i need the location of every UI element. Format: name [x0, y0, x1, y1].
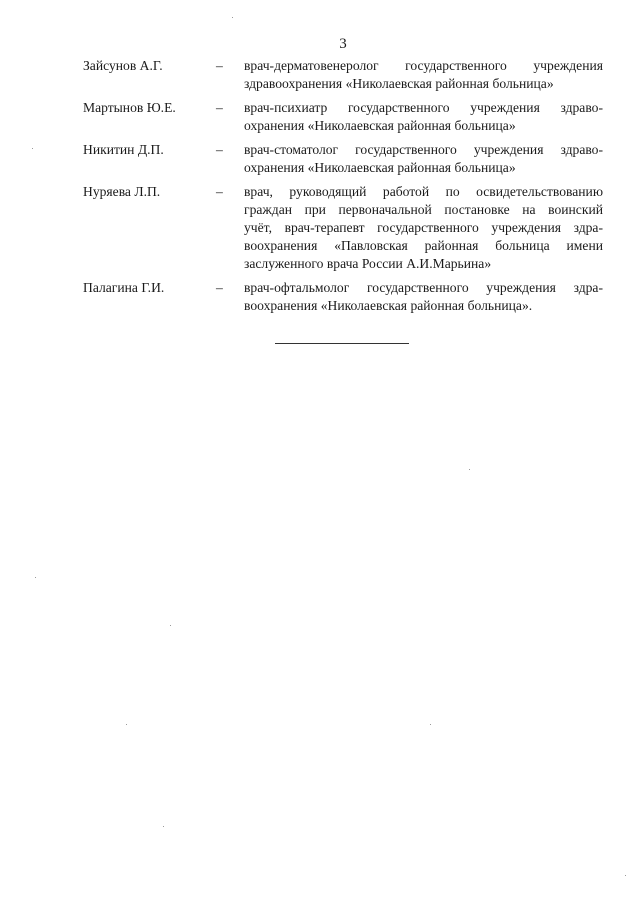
dash-separator: –: [216, 184, 223, 199]
end-of-list-rule: [275, 343, 409, 344]
staff-entry: [83, 279, 603, 315]
dash-separator: –: [216, 142, 223, 157]
dash-separator: –: [216, 100, 223, 115]
staff-name: Нуряева Л.П.: [83, 184, 161, 199]
description-line: врач-стоматолог государственного учреждения здраво-: [244, 142, 603, 157]
staff-description: [244, 183, 603, 273]
staff-entry: [83, 57, 603, 93]
staff-description: [244, 279, 603, 315]
staff-name: Зайсунов А.Г.: [83, 58, 163, 73]
staff-entry: [83, 183, 603, 273]
dash-separator: –: [216, 58, 223, 73]
description-line: учёт, врач-терапевт государственного учреждения здра-: [244, 220, 603, 235]
page-number: 3: [339, 36, 347, 52]
staff-description: [244, 57, 603, 93]
staff-name: Никитин Д.П.: [83, 142, 164, 157]
staff-description: [244, 99, 603, 135]
description-line: воохранения «Николаевская районная больница».: [244, 298, 533, 313]
description-line: охранения «Николаевская районная больница»: [244, 118, 516, 133]
description-line: врач-офтальмолог государственного учреждения здра-: [244, 280, 603, 295]
dash-separator: –: [216, 280, 223, 295]
staff-entry: [83, 99, 603, 135]
scan-speck: [163, 826, 164, 827]
scan-speck: [170, 625, 171, 626]
staff-name: Палагина Г.И.: [83, 280, 165, 295]
staff-description: [244, 141, 603, 177]
staff-entry: [83, 141, 603, 177]
description-line: врач, руководящий работой по освидетельствованию: [244, 184, 603, 199]
description-line: врач-дерматовенеролог государственного учреждения: [244, 58, 603, 73]
scan-speck: [625, 875, 626, 876]
staff-list: [83, 57, 603, 321]
description-line: охранения «Николаевская районная больница»: [244, 160, 516, 175]
description-line: врач-психиатр государственного учреждения здраво-: [244, 100, 603, 115]
description-line: заслуженного врача России А.И.Марьина»: [244, 256, 492, 271]
scan-speck: [35, 577, 36, 578]
staff-name: Мартынов Ю.Е.: [83, 100, 176, 115]
scan-speck: [126, 724, 127, 725]
description-line: здравоохранения «Николаевская районная больница»: [244, 76, 554, 91]
description-line: воохранения «Павловская районная больница имени: [244, 238, 603, 253]
scan-speck: [469, 469, 470, 470]
scan-speck: [232, 17, 233, 18]
scan-speck: [430, 724, 431, 725]
description-line: граждан при первоначальной постановке на воинский: [244, 202, 603, 217]
scan-speck: [32, 148, 33, 149]
